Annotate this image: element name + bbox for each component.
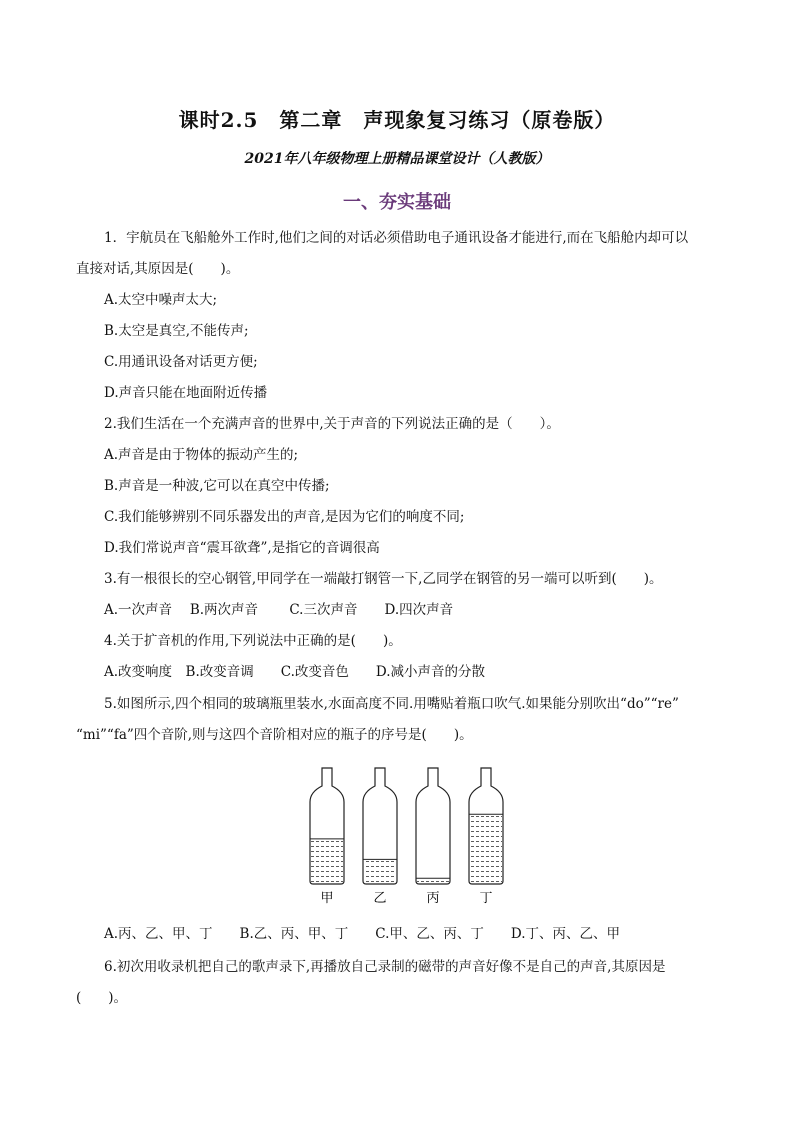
- q2-option-d: D.我们常说声音“震耳欲聋”,是指它的音调很高: [104, 540, 380, 556]
- q1-option-d: D.声音只能在地面附近传播: [104, 385, 268, 401]
- bottle-label-bing: 丙: [426, 891, 440, 906]
- bottle-label-jia: 甲: [320, 891, 334, 906]
- bottles-figure: [300, 764, 510, 909]
- q1-stem-line-1: 1．宇航员在飞船舱外工作时,他们之间的对话必须借助电子通讯设备才能进行,而在飞船舱内却可以: [104, 230, 689, 246]
- q3-options: A.一次声音 B.两次声音 C.三次声音 D.四次声音: [104, 602, 454, 618]
- page-title: 课时2.5 第二章 声现象复习练习（原卷版）: [178, 108, 616, 132]
- page-subtitle: 2021年八年级物理上册精品课堂设计（人教版）: [244, 151, 550, 167]
- q1-option-a: A.太空中噪声太大;: [104, 292, 218, 308]
- bottle-label-yi: 乙: [373, 891, 387, 906]
- q4-options: A.改变响度 B.改变音调 C.改变音色 D.减小声音的分散: [104, 664, 486, 680]
- q3-stem: 3.有一根很长的空心钢管,甲同学在一端敲打钢管一下,乙同学在钢管的另一端可以听到( )。: [104, 571, 663, 587]
- section-heading: 一、夯实基础: [343, 192, 451, 213]
- q4-stem: 4.关于扩音机的作用,下列说法中正确的是( )。: [104, 633, 402, 649]
- q2-option-a: A.声音是由于物体的振动产生的;: [104, 447, 299, 463]
- water-yi: [364, 859, 396, 883]
- q1-option-c: C.用通讯设备对话更方便;: [104, 354, 258, 370]
- water-bing: [417, 878, 449, 883]
- q2-option-b: B.声音是一种波,它可以在真空中传播;: [104, 478, 330, 494]
- q2-option-c: C.我们能够辨别不同乐器发出的声音,是因为它们的响度不同;: [104, 509, 465, 525]
- bottle-label-ding: 丁: [479, 891, 493, 906]
- q6-stem-line-1: 6.初次用收录机把自己的歌声录下,再播放自己录制的磁带的声音好像不是自己的声音,其原因是: [104, 959, 666, 975]
- q6-stem-line-2: ( )。: [76, 990, 128, 1006]
- q1-stem-line-2: 直接对话,其原因是( )。: [76, 261, 240, 277]
- q1-option-b: B.太空是真空,不能传声;: [104, 323, 249, 339]
- bottle-bing: [416, 768, 450, 884]
- q5-stem-line-2: “mi”“fa”四个音阶,则与这四个音阶相对应的瓶子的序号是( )。: [76, 727, 473, 743]
- q2-stem: 2.我们生活在一个充满声音的世界中,关于声音的下列说法正确的是（ ）。: [104, 416, 560, 432]
- water-ding: [470, 814, 502, 883]
- q5-options: A.丙、乙、甲、丁 B.乙、丙、甲、丁 C.甲、乙、丙、丁 D.丁、丙、乙、甲: [104, 926, 621, 942]
- water-jia: [311, 839, 343, 883]
- q5-stem-line-1: 5.如图所示,四个相同的玻璃瓶里装水,水面高度不同.用嘴贴着瓶口吹气.如果能分别吹出“do”“re”: [104, 696, 679, 712]
